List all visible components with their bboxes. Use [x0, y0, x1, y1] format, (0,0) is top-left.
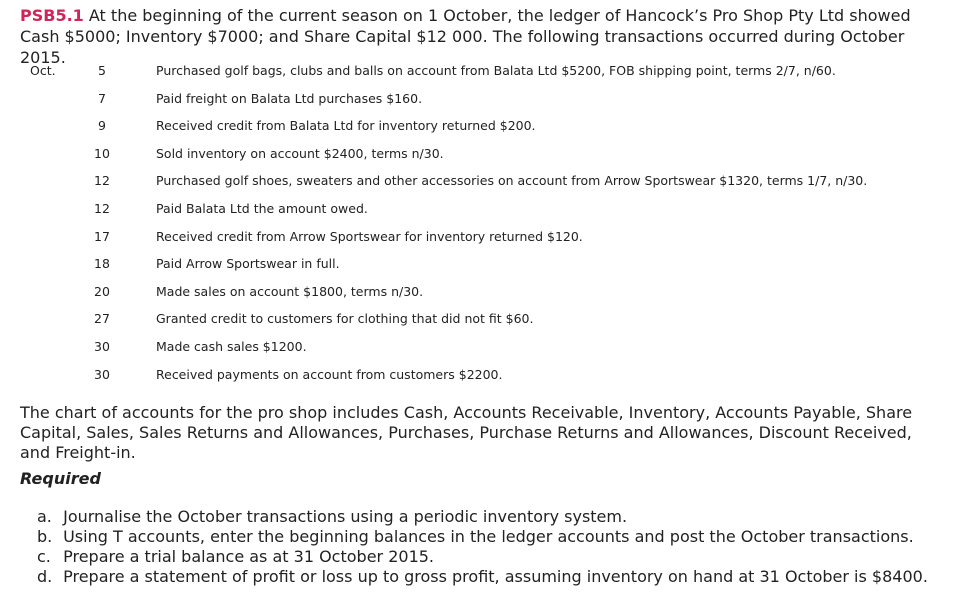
transaction-day: 30	[94, 366, 110, 382]
required-item	[37, 507, 947, 527]
transaction-row	[20, 115, 950, 143]
transaction-description: Received payments on account from customers $2200.	[156, 366, 503, 382]
problem-intro	[20, 5, 950, 68]
transaction-description: Purchased golf shoes, sweaters and other accessories on account from Arrow Sportswear $1320, terms 1/7, n/30.	[156, 173, 868, 189]
required-item-text: Prepare a statement of profit or loss up to gross profit, assuming inventory on hand at 31 October is $8400.	[63, 567, 928, 586]
required-item-letter: b.	[37, 527, 53, 546]
transaction-row	[20, 308, 950, 336]
required-item-text: Journalise the October transactions using a periodic inventory system.	[63, 507, 628, 526]
transaction-day: 9	[98, 118, 106, 134]
transaction-day: 17	[94, 228, 110, 244]
required-item	[37, 527, 947, 547]
required-item	[37, 567, 947, 587]
transaction-description: Sold inventory on account $2400, terms n/30.	[156, 145, 444, 161]
transaction-row	[20, 198, 950, 226]
transaction-day: 20	[94, 283, 110, 299]
transaction-day: 18	[94, 256, 110, 272]
transaction-description: Paid Balata Ltd the amount owed.	[156, 200, 368, 216]
transaction-description: Made cash sales $1200.	[156, 338, 307, 354]
transaction-row	[20, 170, 950, 198]
transaction-row	[20, 226, 950, 254]
transaction-row	[20, 253, 950, 281]
required-item-text: Using T accounts, enter the beginning balances in the ledger accounts and post the October transactions.	[63, 527, 914, 546]
required-heading: Required	[20, 469, 101, 488]
transaction-day: 5	[98, 63, 106, 78]
transaction-description: Purchased golf bags, clubs and balls on account from Balata Ltd $5200, FOB shipping point, terms 2/7, n/60.	[156, 63, 836, 78]
chart-of-accounts-paragraph: The chart of accounts for the pro shop includes Cash, Accounts Receivable, Inventory, Accounts Payable, Share Capital, Sales, Sales Returns and Allowances, Purchases, Purchase Returns and Allowances, Discount Received, and Freight-in.	[20, 403, 913, 462]
transaction-description: Paid Arrow Sportswear in full.	[156, 256, 340, 272]
transaction-row	[20, 336, 950, 364]
transaction-day: 12	[94, 173, 110, 189]
transaction-row	[20, 364, 950, 392]
transaction-row	[20, 60, 950, 88]
transaction-description: Made sales on account $1800, terms n/30.	[156, 283, 424, 299]
required-item	[37, 547, 947, 567]
required-item-letter: a.	[37, 507, 52, 526]
transaction-row	[20, 88, 950, 116]
transaction-description: Received credit from Arrow Sportswear for inventory returned $120.	[156, 228, 583, 244]
required-item-text: Prepare a trial balance as at 31 October 2015.	[63, 547, 435, 566]
problem-code: PSB5.1	[20, 6, 84, 25]
transaction-row	[20, 143, 950, 171]
transaction-day: 10	[94, 145, 110, 161]
transaction-month: Oct.	[30, 63, 56, 78]
problem-intro-text: At the beginning of the current season on 1 October, the ledger of Hancock’s Pro Shop Pty Ltd showed Cash $5000; Inventory $7000; and Share Capital $12 000. The following transactions occurred during October 2015.	[20, 6, 911, 67]
transaction-description: Received credit from Balata Ltd for inventory returned $200.	[156, 118, 536, 134]
required-item-letter: d.	[37, 567, 53, 586]
required-item-letter: c.	[37, 547, 51, 566]
transaction-day: 27	[94, 311, 110, 327]
transaction-day: 30	[94, 338, 110, 354]
transactions-table	[20, 60, 950, 391]
transaction-day: 12	[94, 200, 110, 216]
transaction-description: Granted credit to customers for clothing that did not fit $60.	[156, 311, 534, 327]
required-list	[37, 507, 947, 587]
transaction-day: 7	[98, 90, 106, 106]
transaction-row	[20, 281, 950, 309]
transaction-description: Paid freight on Balata Ltd purchases $160.	[156, 90, 423, 106]
